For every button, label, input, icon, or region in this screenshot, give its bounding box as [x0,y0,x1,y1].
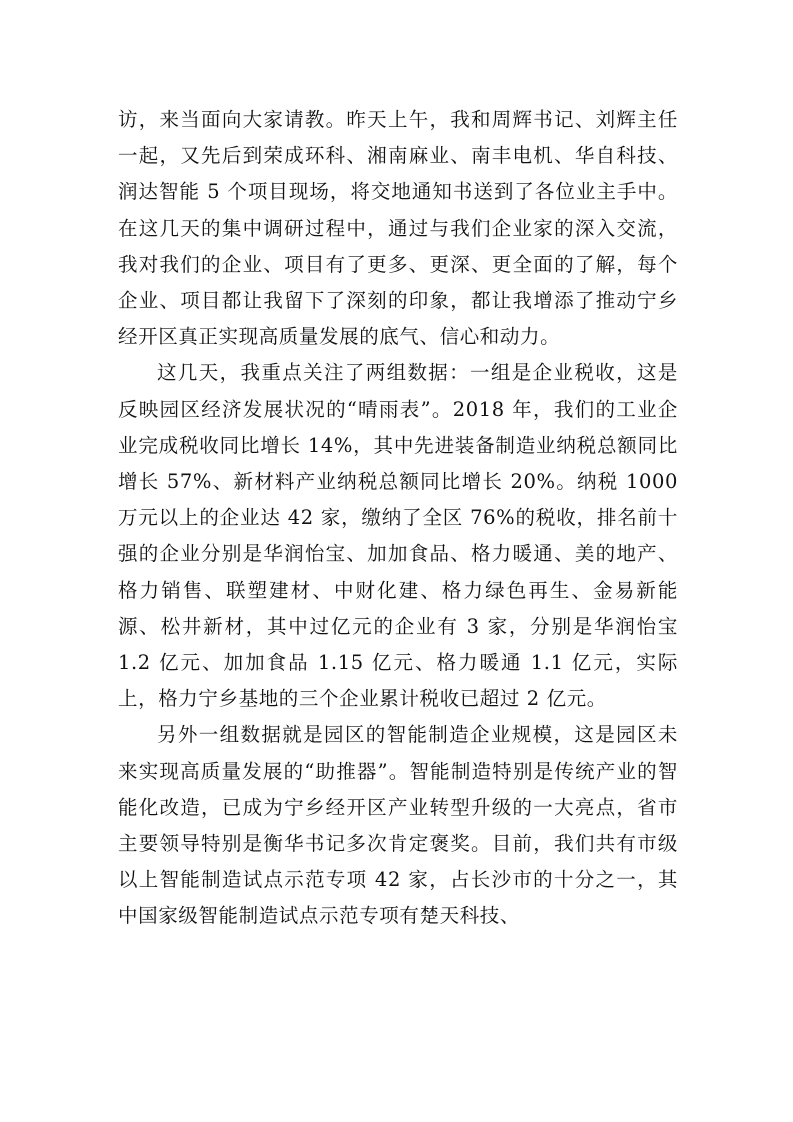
paragraph-1: 访，来当面向大家请教。昨天上午，我和周辉书记、刘辉主任一起，又先后到荣成环科、湘南麻业、南丰电机、华自科技、润达智能 5 个项目现场，将交地通知书送到了各位业主手中。在这几天的集中调研过程中，通过与我们企业家的深入交流，我对我们的企业、项目有了更多、更深、更全面的了解，每个企业、项目都让我留下了深刻的印象，都让我增添了推动宁乡经开区真正实现高质量发展的底气、信心和动力。 [118,108,678,349]
document-body [118,102,678,935]
paragraph-3: 另外一组数据就是园区的智能制造企业规模，这是园区未来实现高质量发展的“助推器”。智能制造特别是传统产业的智能化改造，已成为宁乡经开区产业转型升级的一大亮点，省市主要领导特别是衡华书记多次肯定褒奖。目前，我们共有市级以上智能制造试点示范专项 42 家，占长沙市的十分之一，其中国家级智能制造试点示范专项有楚天科技、 [118,723,678,928]
paragraph-2: 这几天，我重点关注了两组数据：一组是企业税收，这是反映园区经济发展状况的“晴雨表”。2018 年，我们的工业企业完成税收同比增长 14%，其中先进装备制造业纳税总额同比增长 57%、新材料产业纳税总额同比增长 20%。纳税 1000 万元以上的企业达 42 家，缴纳了全区 76%的税收，排名前十强的企业分别是华润怡宝、加加食品、格力暖通、美的地产、格力销售、联塑建材、中财化建、格力绿色再生、金易新能源、松井新材，其中过亿元的企业有 3 家，分别是华润怡宝 1.2 亿元、加加食品 1.15 亿元、格力暖通 1.1 亿元，实际上，格力宁乡基地的三个企业累计税收已超过 2 亿元。 [118,361,678,711]
